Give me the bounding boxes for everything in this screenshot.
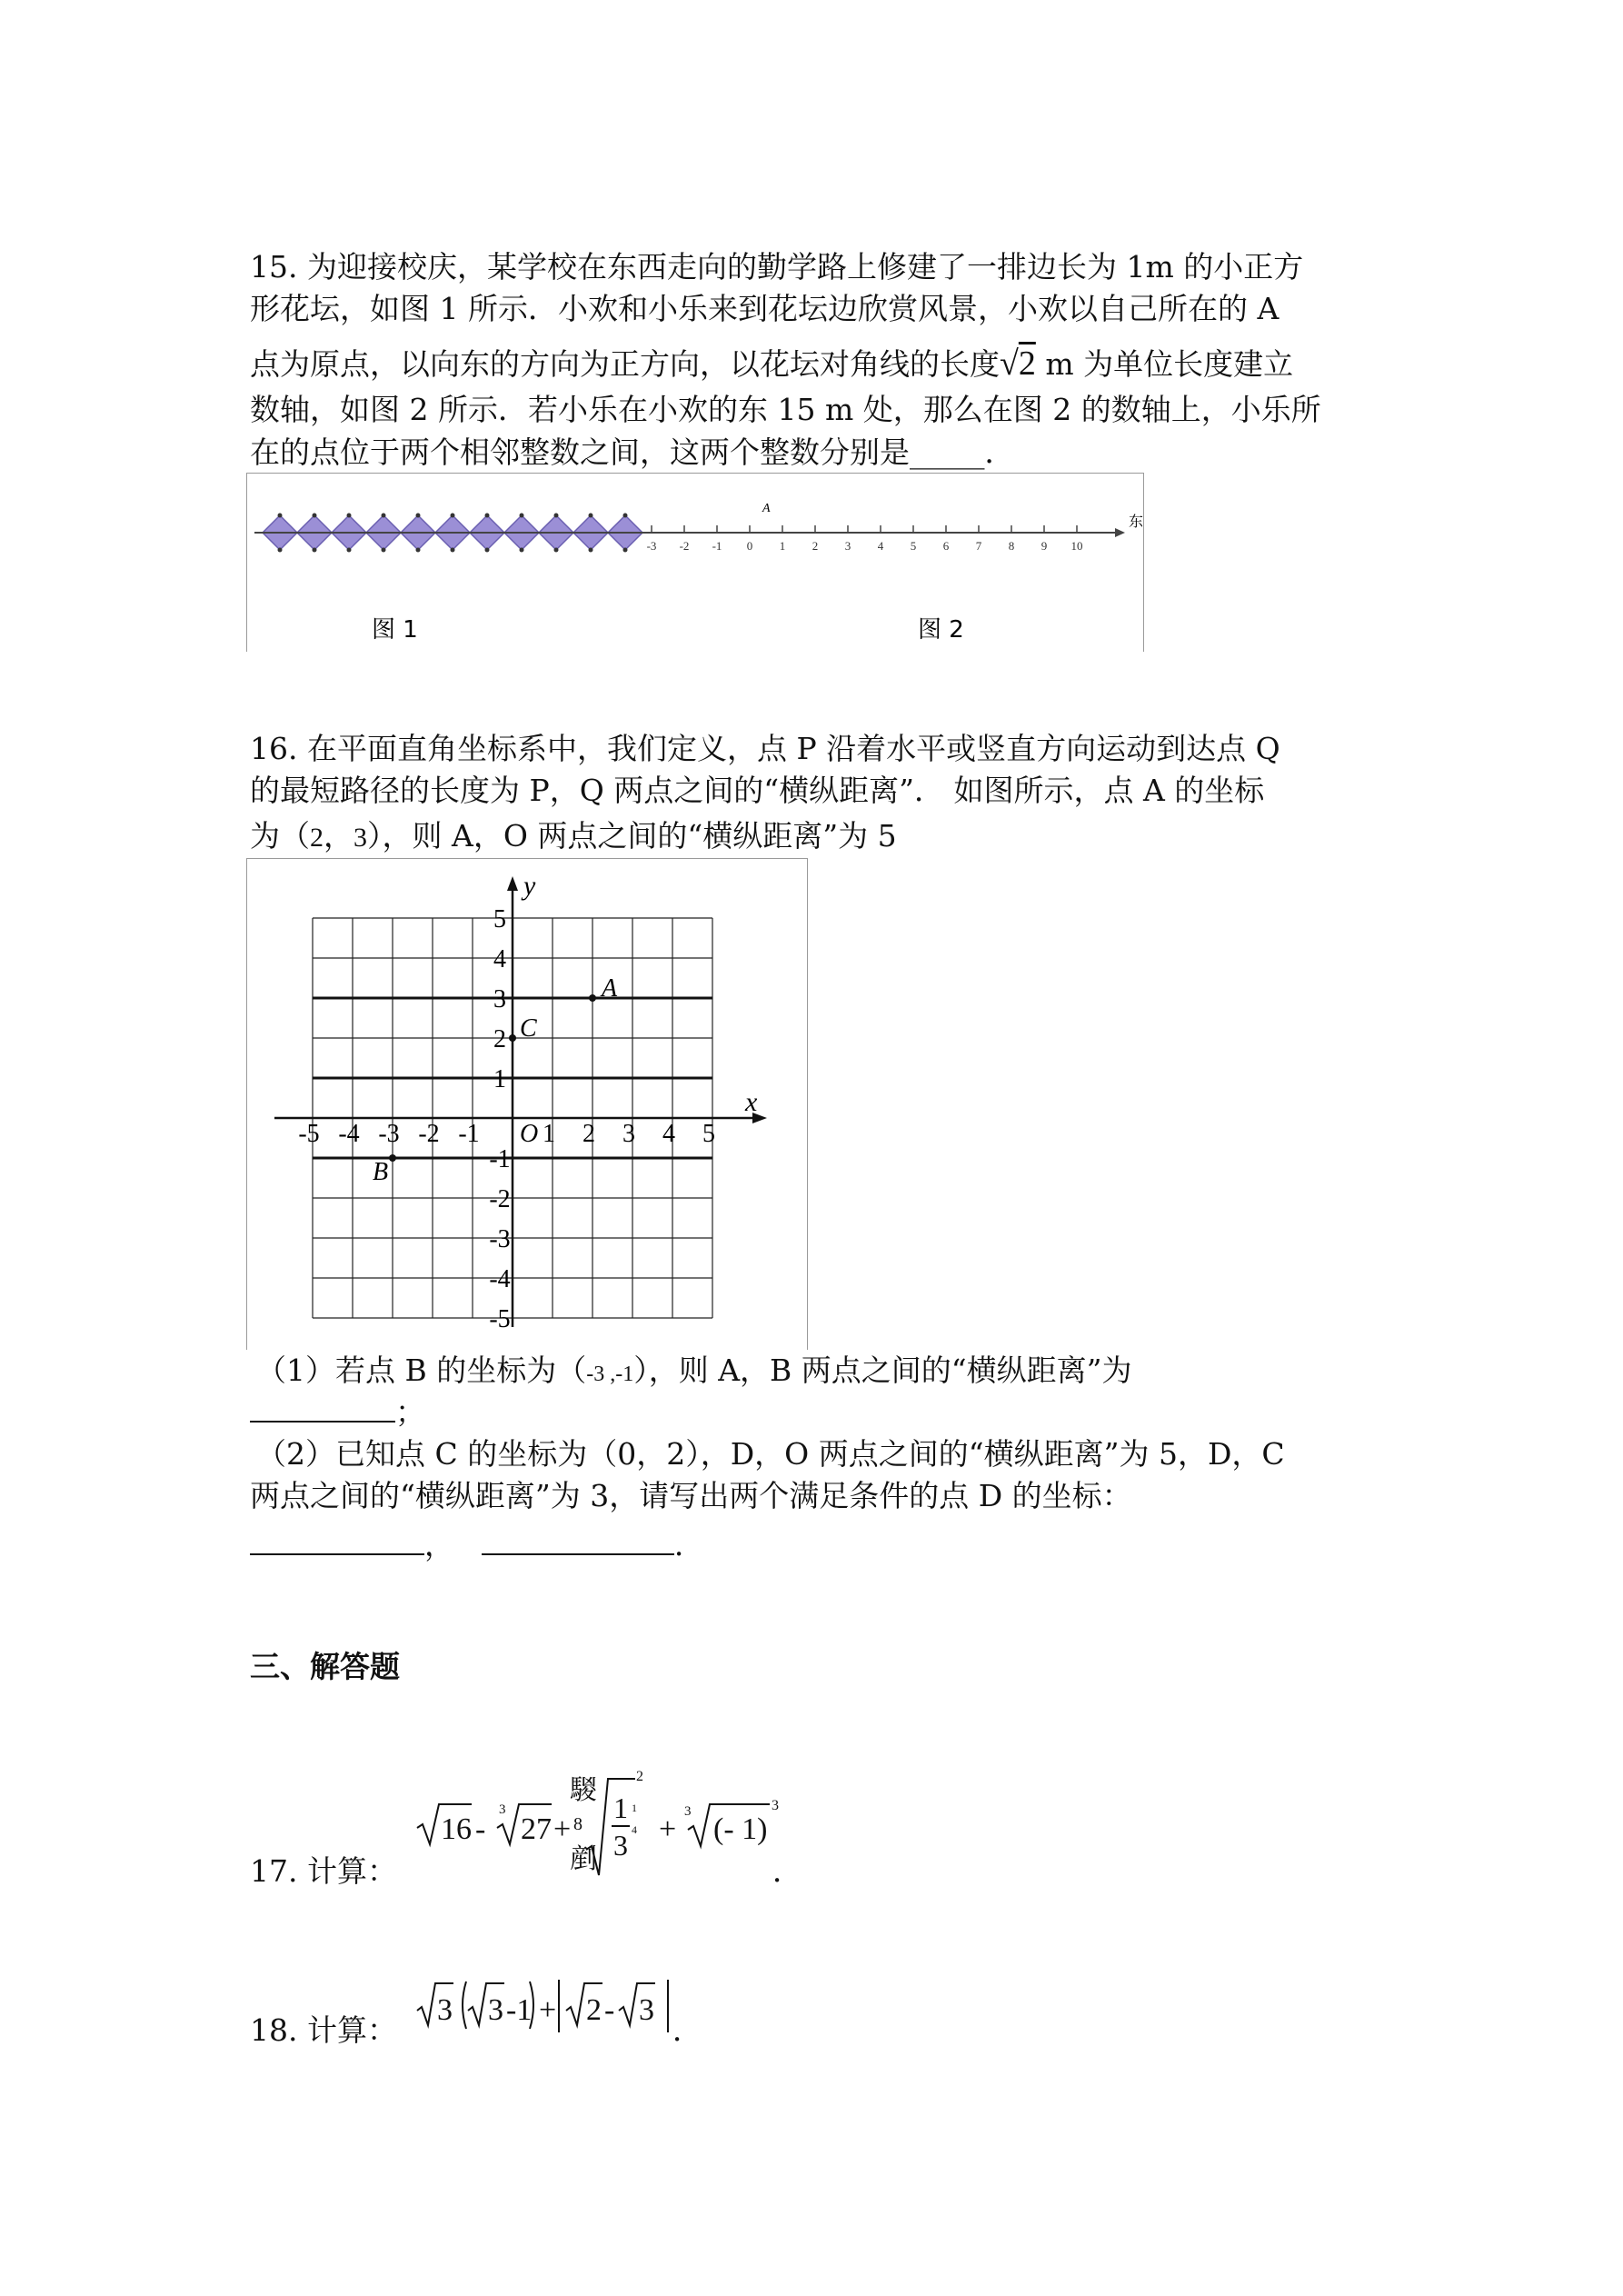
number-tick-label: -2 [679, 539, 690, 553]
coordinate-axes [274, 871, 767, 1327]
y-tick-label: 4 [493, 945, 506, 973]
svg-text:3: 3 [639, 1993, 654, 2027]
number-tick-label: -1 [712, 539, 722, 553]
svg-text:-: - [475, 1812, 486, 1846]
diamond-vertex-dot [589, 514, 593, 518]
diamond-vertex-dot [278, 514, 283, 518]
coord-b: -3 ,-1 [586, 1363, 634, 1386]
y-tick-label: -4 [489, 1265, 511, 1293]
diamond-vertex-dot [347, 548, 352, 553]
point-a-label: A [762, 502, 771, 515]
x-tick-label: -1 [458, 1120, 480, 1148]
q15-line-2: 形花坛，如图 1 所示．小欢和小乐来到花坛边欣赏风景，小欢以自己所在的 A [250, 291, 1279, 326]
number-line-ticks [647, 525, 1083, 553]
q16-part2-line-1: （2）已知点 C 的坐标为（0，2），D，O 两点之间的“横纵距离”为 5，D，C [256, 1436, 1285, 1472]
point-c-marker [509, 1034, 516, 1042]
diamond-vertex-dot [416, 514, 421, 518]
diamond-vertex-dot [589, 548, 593, 553]
x-tick-label: -4 [338, 1120, 360, 1148]
svg-text:8: 8 [573, 1814, 582, 1834]
svg-text:4: 4 [632, 1823, 637, 1836]
q16-part2-answer-line [250, 1523, 704, 1567]
q16-part1-answer-line [250, 1391, 425, 1434]
y-tick-label: 1 [493, 1065, 506, 1093]
svg-text:-: - [604, 1993, 615, 2027]
q15-line-3b: m 为单位长度建立 [1035, 346, 1294, 382]
q15-line-5: 在的点位于两个相邻整数之间，这两个整数分别是_____． [250, 434, 1015, 470]
point-c-label: C [520, 1014, 537, 1043]
svg-text:騣: 騣 [570, 1775, 597, 1805]
svg-text:+: + [553, 1812, 572, 1846]
svg-text:3: 3 [488, 1993, 503, 2027]
q16-part2-end: ． [674, 1527, 704, 1562]
answer-blank-2[interactable] [250, 1524, 424, 1555]
svg-text:(- 1): (- 1) [713, 1812, 768, 1846]
q17-label: 17. 计算： [250, 1853, 397, 1889]
number-tick-label: 0 [746, 539, 753, 553]
number-tick-label: 10 [1070, 539, 1083, 553]
coord-a-x: 2 [310, 823, 324, 853]
svg-text:1: 1 [632, 1802, 637, 1814]
number-tick-label: 4 [877, 539, 884, 553]
point-b-label: B [373, 1158, 389, 1186]
diamond-vertex-dot [382, 514, 386, 518]
diamond-vertex-dot [520, 548, 524, 553]
q16-part1-end: ； [395, 1394, 425, 1430]
svg-text:3: 3 [499, 1802, 506, 1817]
diamond-vertex-dot [485, 548, 490, 553]
diamond-vertex-dot [347, 514, 352, 518]
diamond-vertex-dot [416, 548, 421, 553]
y-tick-label: 2 [493, 1025, 506, 1053]
answer-blank-3[interactable] [482, 1524, 674, 1555]
coord-a-sep: ， [324, 818, 353, 854]
svg-text:1: 1 [613, 1792, 628, 1824]
q16-line-2: 的最短路径的长度为 P，Q 两点之间的“横纵距离”． 如图所示，点 A 的坐标 [250, 773, 1265, 808]
y-tick-label: 5 [493, 905, 506, 933]
svg-text:2: 2 [586, 1993, 602, 2027]
q16-part1b: ），则 A，B 两点之间的“横纵距离”为 [633, 1353, 1132, 1388]
q17-end: ． [772, 1853, 802, 1889]
number-tick-label: 8 [1008, 539, 1015, 553]
point-a-label: A [602, 974, 618, 1003]
diamond-vertex-dot [451, 548, 455, 553]
svg-text:3: 3 [772, 1798, 779, 1813]
diamond-vertex-dot [451, 514, 455, 518]
number-tick-label: 5 [910, 539, 917, 553]
number-tick-label: 7 [975, 539, 982, 553]
diamond-vertex-dot [278, 548, 283, 553]
y-tick-label: -3 [489, 1225, 511, 1253]
x-tick-label: -2 [418, 1120, 440, 1148]
y-tick-label: 3 [493, 985, 506, 1013]
x-tick-label: -5 [298, 1120, 320, 1148]
svg-text:27: 27 [521, 1812, 552, 1846]
x-tick-label: 4 [662, 1120, 675, 1148]
q17-expression [413, 1768, 777, 1886]
x-tick-label: 3 [622, 1120, 635, 1148]
q18-expression [413, 1972, 695, 2045]
diamond-vertex-dot [554, 514, 559, 518]
number-tick-label: 3 [844, 539, 851, 553]
answer-blank-1[interactable] [250, 1392, 395, 1423]
y-axis-label: y [523, 871, 536, 901]
number-tick-label: 6 [942, 539, 950, 553]
q16-part2-line-2: 两点之间的“横纵距离”为 3，请写出两个满足条件的点 D 的坐标： [250, 1478, 1132, 1513]
fig2-caption: 图 2 [918, 616, 964, 644]
x-tick-label: 5 [702, 1120, 715, 1148]
q16-line-3 [250, 814, 897, 860]
origin-label: O [520, 1120, 539, 1148]
diamond-vertex-dot [520, 514, 524, 518]
x-tick-label: -3 [378, 1120, 400, 1148]
svg-text:3: 3 [684, 1804, 692, 1819]
svg-text:3: 3 [613, 1829, 628, 1862]
number-tick-label: -3 [646, 539, 657, 553]
x-tick-label: 2 [582, 1120, 595, 1148]
q15-line-3 [250, 342, 1293, 386]
diamond-vertex-dot [485, 514, 490, 518]
svg-text:3: 3 [437, 1993, 453, 2027]
y-tick-label: -2 [489, 1185, 511, 1213]
svg-text:+: + [539, 1993, 557, 2027]
diamond-vertex-dot [313, 514, 317, 518]
diamond-vertex-dot [623, 514, 628, 518]
y-tick-label: -5 [489, 1305, 511, 1333]
coordinate-plane [247, 859, 807, 1350]
q16-part1a: （1）若点 B 的坐标为（ [256, 1353, 587, 1388]
coord-a-y: 3 [353, 823, 367, 853]
svg-text:剷: 剷 [570, 1844, 597, 1874]
point-a-marker [589, 994, 596, 1002]
y-tick-label: -1 [489, 1145, 511, 1173]
q15-line-4: 数轴，如图 2 所示．若小乐在小欢的东 15 m 处，那么在图 2 的数轴上，小乐所 [250, 392, 1321, 427]
q16-figure [246, 858, 808, 1350]
q15-figure [246, 473, 1144, 652]
svg-text:2: 2 [636, 1769, 643, 1784]
svg-text:-1: -1 [506, 1993, 533, 2027]
q18-label: 18. 计算： [250, 2012, 397, 2048]
q16-line-1: 16. 在平面直角坐标系中，我们定义，点 P 沿着水平或竖直方向运动到达点 Q [250, 731, 1280, 766]
q18-end: ． [672, 2012, 702, 2048]
coordinate-tick-labels [298, 905, 715, 1333]
section-heading: 三、解答题 [250, 1649, 400, 1684]
q15-figure-svg [247, 474, 1143, 652]
q16-line-3a: 为（ [250, 818, 310, 854]
q16-line-3b: ），则 A，O 两点之间的“横纵距离”为 5 [367, 818, 897, 854]
q16-part1-line [256, 1349, 1132, 1396]
x-tick-label: 1 [543, 1120, 555, 1148]
q16-part2-sep: ， [424, 1527, 454, 1562]
svg-text:+: + [659, 1812, 677, 1846]
fig1-caption: 图 1 [372, 616, 418, 644]
point-b-marker [389, 1154, 396, 1162]
number-tick-label: 9 [1041, 539, 1048, 553]
y-axis-arrow [507, 876, 518, 891]
number-tick-label: 1 [779, 539, 786, 553]
q15-line-1: 15. 为迎接校庆，某学校在东西走向的勤学路上修建了一排边长为 1m 的小正方 [250, 249, 1304, 285]
number-line-arrow [1115, 528, 1125, 537]
diamond-vertex-dot [554, 548, 559, 553]
q15-line-3a: 点为原点，以向东的方向为正方向，以花坛对角线的长度 [250, 346, 1000, 382]
diamond-vertex-dot [623, 548, 628, 553]
svg-text:16: 16 [441, 1812, 472, 1846]
diamond-vertex-dot [382, 548, 386, 553]
number-tick-label: 2 [812, 539, 819, 553]
x-axis-label: x [745, 1087, 758, 1117]
sqrt2-expression: √2 [1000, 344, 1036, 383]
diamond-vertex-dot [313, 548, 317, 553]
east-label: 东 [1129, 513, 1144, 530]
